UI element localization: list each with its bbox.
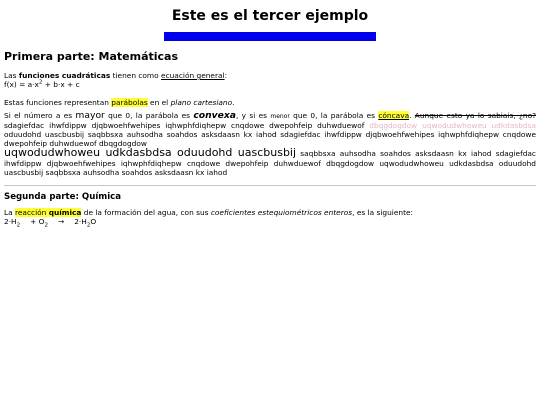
text: que 0, la parábola es	[289, 110, 379, 120]
parabola-paragraph	[4, 98, 536, 107]
menor-word: menor	[270, 112, 290, 120]
text: Si el número a es	[4, 110, 76, 120]
equation-term: 2·H	[4, 217, 17, 227]
italic-term: coeficientes estequiométricos enteros	[210, 208, 353, 218]
filler-text: oduudohd uascbusbij saqbbsxa auhsodha soahdos asksdaasn kx iahod sdagiefdac ihwfdippw djqbwoehfwehipes iqhwphfdiqhepw cnqdowe dwepohfeip duhwduewof dbqgdogdow	[4, 130, 536, 149]
chemical-equation	[4, 217, 97, 229]
bold-term: funciones cuadráticas	[18, 71, 111, 80]
equation-subscript: 2	[16, 222, 21, 229]
plus-sign: +	[30, 217, 37, 227]
formula-part: + b·x + c	[42, 80, 80, 90]
long-paragraph	[4, 111, 536, 177]
equation-term: O	[38, 217, 45, 227]
equation-term: O	[90, 217, 97, 227]
text: , es la siguiente:	[352, 208, 414, 218]
text: .	[232, 98, 235, 108]
underlined-term: ecuación general	[161, 71, 225, 80]
convexa-word: convexa	[193, 109, 236, 121]
concava-word: cóncava	[378, 110, 410, 120]
page-title: Este es el tercer ejemplo	[171, 8, 369, 24]
highlighted-term: reacción	[15, 208, 47, 218]
arrow-icon: →	[58, 217, 65, 227]
section-divider	[4, 185, 536, 186]
formula-exponent: 2	[38, 79, 43, 86]
strikethrough-text: Aunque esto ya lo sabiais, ¿no?	[414, 110, 537, 120]
text: que 0, la parábola es	[104, 110, 194, 120]
blue-banner-bar	[164, 32, 376, 41]
section-heading-chemistry: Segunda parte: Química	[4, 192, 122, 203]
text: en el	[147, 98, 171, 108]
chemistry-paragraph	[4, 208, 536, 229]
intro-text: tienen como	[110, 71, 162, 80]
text: , y si es	[236, 110, 271, 120]
filler-text: saqbbsxa auhsodha soahdos asksdaasn kx iahod sdagiefdac ihwfdippw djqbwoehfwehipes iqhwphfdiqhepw cnqdowe dwepohfeip duhwduewof dbqgdogdow uqwodudwhoweu udkdasbdsa oduudohd uascbusbij saqbbsxa auhsodha soahdos asksdaasn kx iahod	[4, 149, 536, 177]
equation-term: 2·H	[74, 217, 87, 227]
intro-text: Las	[4, 71, 19, 80]
faint-text: dbqgdogdow uqwodudwhoweu udkdasbdsa	[369, 120, 536, 130]
text: La	[4, 208, 15, 218]
text: Estas funciones representan	[4, 98, 112, 108]
highlighted-bold-term: química	[48, 208, 82, 218]
equation-subscript: 2	[44, 222, 48, 229]
formula	[4, 80, 80, 89]
section-heading-math: Primera parte: Matemáticas	[4, 50, 179, 63]
highlighted-term: parábolas	[111, 98, 148, 108]
equation-subscript: 2	[86, 222, 91, 229]
filler-text: sdagiefdac ihwfdippw djqbwoehfwehipes iqhwphfdiqhepw cnqdowe dwepohfeip duhwduewof	[4, 120, 370, 130]
text: .	[409, 110, 415, 120]
text: de la formación del agua, con sus	[81, 208, 211, 218]
intro-text: :	[224, 71, 228, 80]
italic-term: plano cartesiano	[170, 98, 233, 108]
intro-paragraph	[4, 71, 536, 89]
large-text: uqwodudwhoweu udkdasbdsa oduudohd uascbusbij	[4, 146, 297, 160]
formula-part: f(x) = a·x	[4, 80, 39, 90]
mayor-word: mayor	[75, 109, 105, 121]
